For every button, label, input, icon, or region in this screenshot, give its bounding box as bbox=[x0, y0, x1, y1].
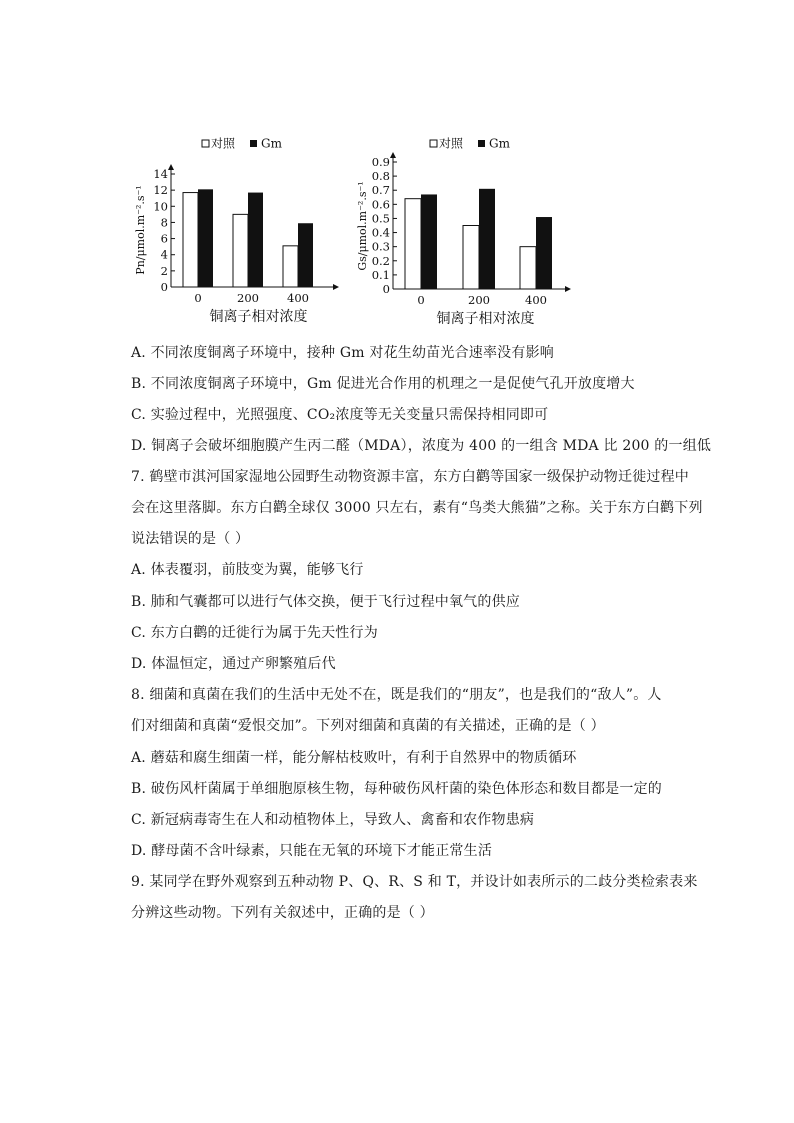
y-tick-label: 2 bbox=[160, 263, 168, 278]
legend-gm-label: Gm bbox=[489, 136, 510, 151]
y-tick-label: 4 bbox=[160, 247, 168, 262]
figure-charts bbox=[130, 130, 590, 330]
option-8b: B. 破伤风杆菌属于单细胞原核生物，每种破伤风杆菌的染色体形态和数目都是一定的 bbox=[131, 781, 662, 797]
y-tick-label: 0.7 bbox=[371, 183, 390, 198]
y-tick-label: 0.1 bbox=[371, 267, 390, 282]
y-tick-label: 0 bbox=[382, 282, 390, 296]
bar-gm-0 bbox=[421, 194, 437, 289]
legend-gm-label: Gm bbox=[261, 136, 282, 151]
bar-gm-400 bbox=[536, 217, 552, 289]
option-7d: D. 体温恒定，通过产卵繁殖后代 bbox=[131, 656, 336, 672]
question-7-line-1: 7. 鹤壁市淇河国家湿地公园野生动物资源丰富，东方白鹳等国家一级保护动物迁徙过程中 bbox=[131, 469, 690, 485]
y-axis-arrow bbox=[390, 152, 396, 158]
bar-control-0 bbox=[405, 199, 421, 289]
y-axis-label: Gs/μmol.m⁻².s⁻¹ bbox=[356, 181, 369, 271]
option-7a: A. 体表覆羽，前肢变为翼，能够飞行 bbox=[131, 562, 364, 578]
y-tick-label: 10 bbox=[153, 199, 168, 214]
x-tick-label-0: 0 bbox=[194, 291, 202, 305]
legend-gm-swatch bbox=[478, 140, 485, 147]
legend-control-swatch bbox=[430, 140, 437, 147]
legend-control-swatch bbox=[202, 140, 209, 147]
bar-gm-200 bbox=[479, 189, 495, 289]
x-axis-arrow bbox=[333, 284, 339, 290]
y-axis-arrow bbox=[168, 164, 174, 170]
y-tick-label: 0.8 bbox=[371, 169, 390, 184]
question-8-line-1: 8. 细菌和真菌在我们的生活中无处不在，既是我们的“朋友”，也是我们的“敌人”。人 bbox=[131, 687, 662, 703]
y-tick-label: 8 bbox=[160, 215, 168, 230]
x-tick-label-200: 200 bbox=[468, 293, 490, 307]
legend-control-label: 对照 bbox=[439, 136, 464, 151]
bar-control-200 bbox=[233, 214, 248, 287]
x-axis-arrow bbox=[565, 286, 571, 292]
y-tick-label: 0.5 bbox=[371, 211, 390, 226]
option-6b: B. 不同浓度铜离子环境中，Gm 促进光合作用的机理之一是促使气孔开放度增大 bbox=[131, 376, 635, 392]
y-tick-label: 0.2 bbox=[371, 253, 390, 268]
option-7b: B. 肺和气囊都可以进行气体交换，便于飞行过程中氧气的供应 bbox=[131, 594, 520, 610]
legend-control-label: 对照 bbox=[211, 136, 236, 151]
bar-gm-0 bbox=[198, 189, 213, 287]
x-tick-label-200: 200 bbox=[237, 291, 259, 305]
option-8c: C. 新冠病毒寄生在人和动植物体上，导致人、禽畜和农作物患病 bbox=[131, 812, 535, 828]
y-tick-label: 0 bbox=[160, 280, 168, 294]
y-axis-label: Pn/μmol.m⁻².s⁻¹ bbox=[134, 185, 147, 275]
bar-gm-200 bbox=[248, 193, 263, 287]
bar-control-200 bbox=[463, 226, 479, 290]
question-9-line-2: 分辨这些动物。下列有关叙述中，正确的是（ ） bbox=[131, 905, 434, 921]
x-tick-label-0: 0 bbox=[417, 293, 425, 307]
y-tick-label: 0.9 bbox=[371, 155, 390, 169]
chart-gs bbox=[352, 130, 577, 330]
question-7-line-3: 说法错误的是（ ） bbox=[131, 531, 250, 547]
question-7-line-2: 会在这里落脚。东方白鹳全球仅 3000 只左右，素有“鸟类大熊猫”之称。关于东方白鹳下列 bbox=[131, 500, 703, 516]
option-8a: A. 蘑菇和腐生细菌一样，能分解枯枝败叶，有利于自然界中的物质循环 bbox=[131, 750, 577, 766]
bar-control-0 bbox=[183, 193, 198, 287]
option-6a: A. 不同浓度铜离子环境中，接种 Gm 对花生幼苗光合速率没有影响 bbox=[131, 345, 554, 361]
x-tick-label-400: 400 bbox=[287, 291, 309, 305]
question-9-line-1: 9. 某同学在野外观察到五种动物 P、Q、R、S 和 T，并设计如表所示的二歧分类检索表来 bbox=[131, 874, 698, 890]
option-7c: C. 东方白鹳的迁徙行为属于先天性行为 bbox=[131, 625, 378, 641]
bar-control-400 bbox=[520, 247, 536, 289]
question-8-line-2: 们对细菌和真菌“爱恨交加”。下列对细菌和真菌的有关描述，正确的是（ ） bbox=[131, 718, 605, 734]
y-tick-label: 12 bbox=[153, 183, 168, 198]
y-tick-label: 14 bbox=[153, 167, 168, 181]
x-axis-label: 铜离子相对浓度 bbox=[436, 311, 535, 327]
option-8d: D. 酵母菌不含叶绿素，只能在无氧的环境下才能正常生活 bbox=[131, 843, 493, 859]
x-tick-label-400: 400 bbox=[525, 293, 547, 307]
y-tick-label: 0.4 bbox=[371, 225, 390, 240]
x-axis-label: 铜离子相对浓度 bbox=[209, 309, 308, 325]
bar-gm-400 bbox=[298, 223, 313, 287]
legend-gm-swatch bbox=[250, 140, 257, 147]
y-tick-label: 0.6 bbox=[371, 197, 390, 212]
y-tick-label: 6 bbox=[160, 231, 168, 246]
y-tick-label: 0.3 bbox=[371, 239, 390, 254]
bar-control-400 bbox=[283, 246, 298, 287]
option-6d: D. 铜离子会破坏细胞膜产生丙二醛（MDA），浓度为 400 的一组含 MDA 比 200 的一组低 bbox=[131, 438, 712, 454]
option-6c: C. 实验过程中，光照强度、CO₂浓度等无关变量只需保持相同即可 bbox=[131, 407, 549, 423]
chart-pn bbox=[130, 130, 345, 330]
